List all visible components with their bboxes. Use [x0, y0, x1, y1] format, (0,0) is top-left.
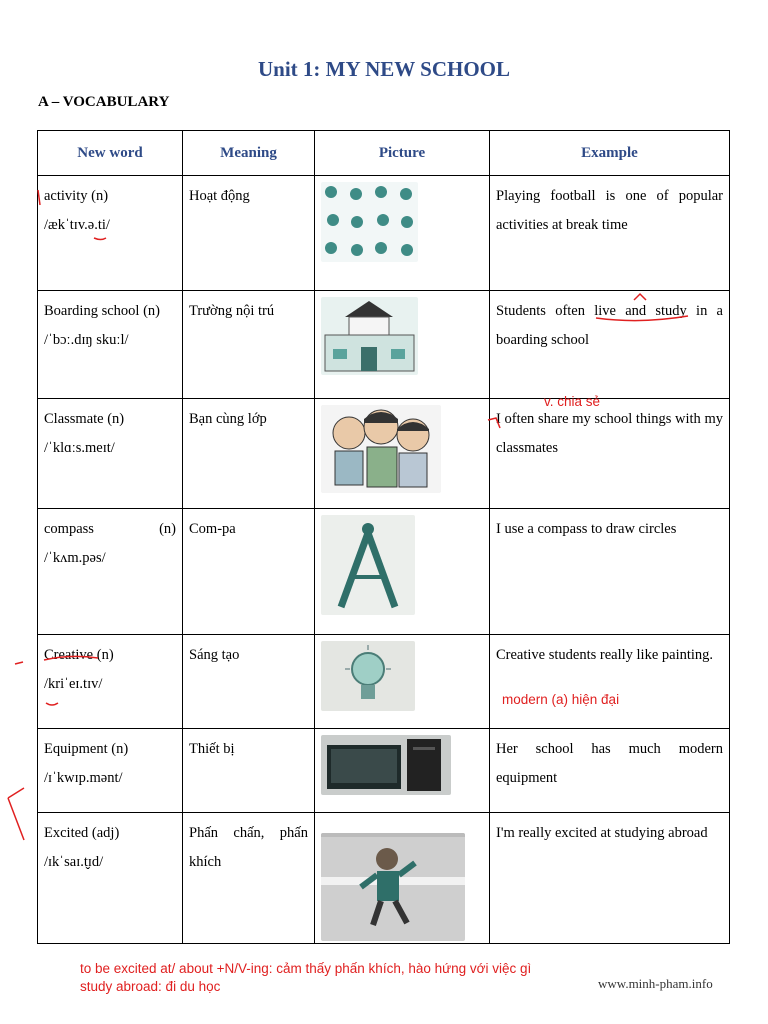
meaning-cell: Trường nội trú [183, 291, 315, 399]
meaning-cell: Thiết bị [183, 729, 315, 813]
word-cell [38, 291, 183, 399]
header-example: Example [490, 131, 730, 176]
meaning-cell: Hoạt động [183, 176, 315, 291]
word: Equipment (n) [44, 741, 129, 757]
example-cell: Creative students really like painting. [490, 635, 730, 729]
picture-cell [315, 176, 490, 291]
table-row [38, 635, 730, 729]
vocabulary-table [37, 130, 730, 944]
word-cell [38, 399, 183, 509]
footer-note-excited: to be excited at/ about +N/V-ing: cảm thấy phấn khích, hào hứng với việc gì [80, 961, 532, 976]
table-row [38, 399, 730, 509]
word-text: compass [44, 521, 94, 537]
section-heading: A – VOCABULARY [38, 94, 170, 110]
example-cell: Students often live and study in a boarding school [490, 291, 730, 399]
word-cell [38, 176, 183, 291]
example-cell: I'm really excited at studying abroad [490, 813, 730, 944]
share-annotation: v. chia sẻ [544, 394, 601, 409]
example-cell: Her school has much modern equipment [490, 729, 730, 813]
picture-cell [315, 509, 490, 635]
picture-cell [315, 291, 490, 399]
word: Creative (n) [44, 647, 114, 663]
sports-icons-picture [321, 182, 418, 262]
ipa: /ɪˈkwɪp.mənt/ [44, 770, 123, 786]
picture-cell [315, 399, 490, 509]
word-pos: (n) [159, 521, 176, 537]
word: Excited (adj) [44, 825, 120, 841]
header-picture: Picture [315, 131, 490, 176]
compass-picture [321, 515, 415, 615]
word: Boarding school (n) [44, 303, 160, 319]
jumping-boy-picture [321, 833, 465, 941]
table-row [38, 176, 730, 291]
table-row [38, 291, 730, 399]
site-url: www.minh-pham.info [598, 976, 713, 991]
ipa: /ɪkˈsaɪ.t̬ɪd/ [44, 854, 104, 870]
computer-picture [321, 735, 451, 795]
ipa: /ˈklɑːs.meɪt/ [44, 440, 115, 456]
kids-picture [321, 405, 441, 493]
page-title: Unit 1: MY NEW SCHOOL [257, 57, 511, 81]
ipa: /ˈbɔː.dɪŋ skuːl/ [44, 332, 129, 348]
example-cell: I often share my school things with my classmates [490, 399, 730, 509]
footer-notes [80, 960, 531, 996]
meaning-cell: Sáng tạo [183, 635, 315, 729]
ipa: /ækˈtɪv.ə.ti/ [44, 217, 110, 233]
table-header-row [38, 131, 730, 176]
school-building-picture [321, 297, 418, 375]
ipa: /ˈkʌm.pəs/ [44, 550, 106, 566]
example-cell: Playing football is one of popular activities at break time [490, 176, 730, 291]
word-cell [38, 635, 183, 729]
example-cell: I use a compass to draw circles [490, 509, 730, 635]
modern-annotation: modern (a) hiện đại [502, 692, 620, 707]
word-cell [38, 729, 183, 813]
word: Classmate (n) [44, 411, 125, 427]
meaning-cell: Phấn chấn, phấn khích [183, 813, 315, 944]
header-new-word: New word [38, 131, 183, 176]
meaning-cell: Com-pa [183, 509, 315, 635]
picture-cell [315, 729, 490, 813]
footer-note-abroad: study abroad: đi du học [80, 979, 221, 994]
word-cell [38, 509, 183, 635]
meaning-cell: Bạn cùng lớp [183, 399, 315, 509]
picture-cell [315, 813, 490, 944]
table-row [38, 813, 730, 944]
table-row [38, 509, 730, 635]
ipa: /kriˈeɪ.tɪv/ [44, 676, 103, 692]
lightbulb-picture [321, 641, 415, 711]
picture-cell [315, 635, 490, 729]
header-meaning: Meaning [183, 131, 315, 176]
table-row [38, 729, 730, 813]
word: activity (n) [44, 188, 109, 204]
word-cell [38, 813, 183, 944]
word [44, 515, 176, 544]
